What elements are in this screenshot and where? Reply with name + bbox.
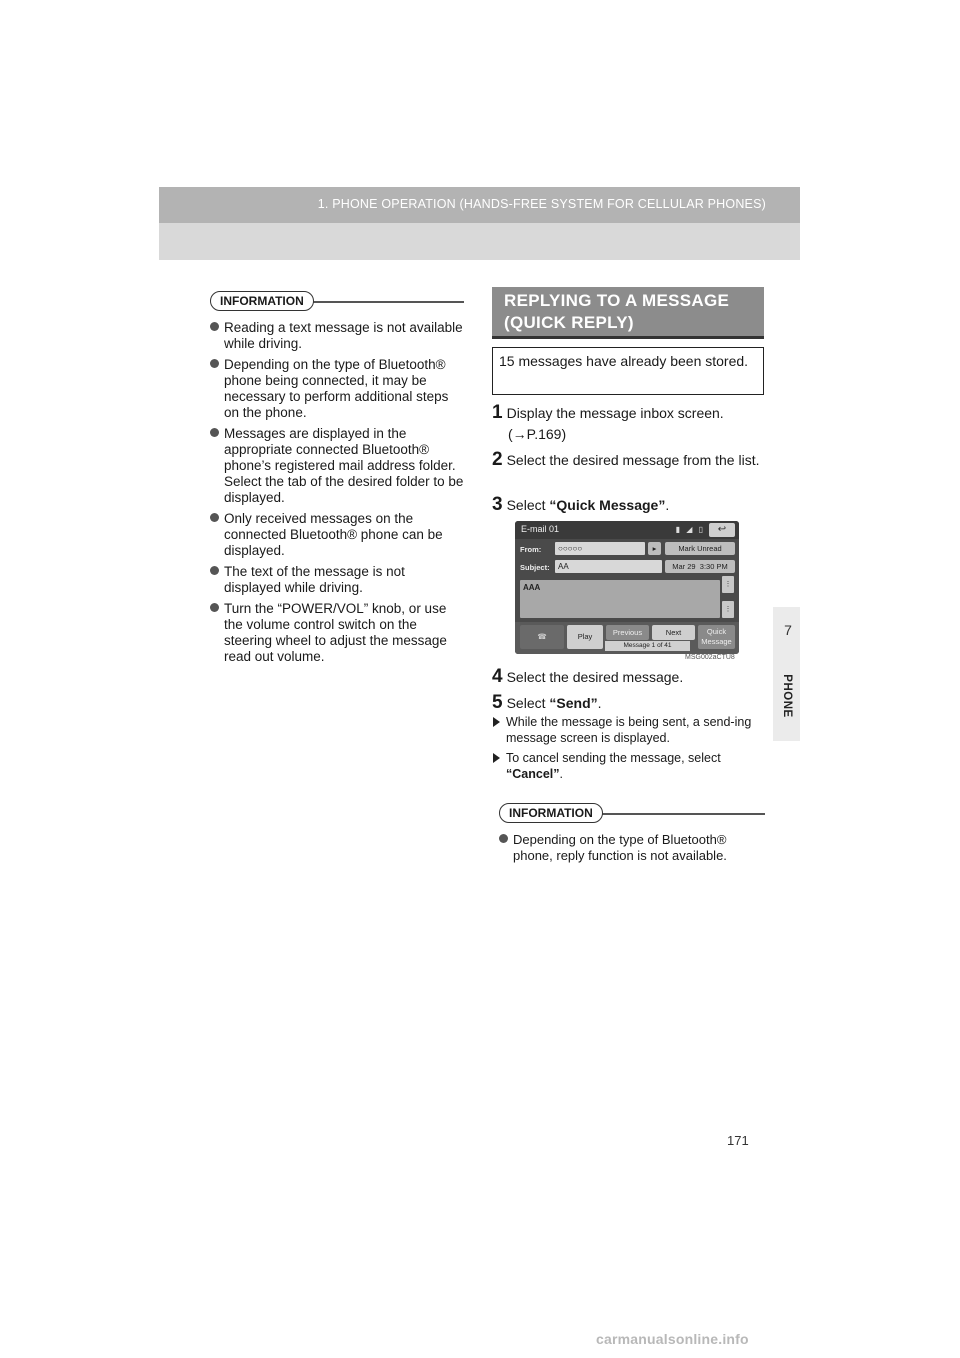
- quick-message-screenshot: [515, 521, 739, 654]
- list-item: Depending on the type of Bluetooth® phone, reply function is not available.: [499, 832, 765, 864]
- list-item: Reading a text message is not available while driving.: [210, 320, 464, 352]
- sub-bullet-list: [492, 714, 764, 786]
- chapter-number: 7: [784, 622, 792, 638]
- quick-message-button[interactable]: Quick Message: [698, 625, 735, 649]
- chapter-label: [773, 666, 800, 726]
- note-box: [492, 347, 764, 395]
- figure-code: MSG002aCTU8: [685, 654, 735, 661]
- step-reference: (→P.169): [508, 426, 567, 442]
- info-label: INFORMATION: [499, 803, 603, 823]
- step-number: 2: [492, 449, 503, 470]
- message-counter: Message 1 of 41: [605, 641, 690, 651]
- chapter-label-text: PHONE: [780, 674, 793, 718]
- triangle-bullet-icon: [493, 717, 500, 727]
- section-title-line2: (QUICK REPLY): [504, 313, 634, 332]
- step-number: 4: [492, 666, 503, 687]
- screen-top-bar: [515, 521, 739, 539]
- step-number: 1: [492, 402, 503, 423]
- info-box-right: [499, 803, 765, 869]
- play-button[interactable]: Play: [567, 625, 603, 649]
- bullet-icon: [210, 428, 219, 437]
- list-item: The text of the message is not displayed while driving.: [210, 564, 464, 596]
- phone-icon[interactable]: ☎: [520, 625, 564, 649]
- next-button[interactable]: Next: [652, 625, 695, 640]
- list-item: While the message is being sent, a send-ing message screen is displayed.: [492, 714, 764, 746]
- list-item: Only received messages on the connected Bluetooth® phone can be displayed.: [210, 511, 464, 559]
- header-band: [159, 187, 800, 260]
- from-field: ○○○○○: [555, 542, 645, 555]
- bullet-icon: [210, 322, 219, 331]
- step-2: 2 Select the desired message from the list.: [492, 449, 760, 470]
- status-icons: ▮ ◢ ▯: [675, 525, 705, 534]
- watermark: carmanualsonline.info: [596, 1331, 749, 1347]
- bullet-icon: [210, 603, 219, 612]
- date-time-display: Mar 29 3:30 PM: [665, 560, 735, 573]
- page-number: 171: [727, 1133, 749, 1148]
- bullet-icon: [210, 359, 219, 368]
- play-small-icon[interactable]: ▸: [648, 542, 661, 555]
- header-title: 1. PHONE OPERATION (HANDS-FREE SYSTEM FOR CELLULAR PHONES): [317, 197, 766, 211]
- message-body-text: AAA: [523, 583, 541, 592]
- note-text: 15 messages have already been stored.: [499, 353, 749, 369]
- info-list: [499, 832, 765, 864]
- step-number: 5: [492, 692, 503, 713]
- section-title-line1: REPLYING TO A MESSAGE: [504, 291, 730, 310]
- from-label: From:: [520, 545, 542, 554]
- list-item: To cancel sending the message, select “Cancel”.: [492, 750, 764, 782]
- section-title: [492, 287, 764, 339]
- subject-label: Subject:: [520, 563, 550, 572]
- message-body: [520, 580, 720, 618]
- step-5: 5 Select “Send”.: [492, 692, 602, 713]
- triangle-bullet-icon: [493, 753, 500, 763]
- list-item: Messages are displayed in the appropriate connected Bluetooth® phone’s registered mail address folder. Select the tab of the desired folder to be displayed.: [210, 426, 464, 506]
- screen-title: E-mail 01: [521, 524, 560, 534]
- bullet-icon: [210, 566, 219, 575]
- step-4: 4 Select the desired message.: [492, 666, 684, 687]
- scroll-up-button[interactable]: ⋮: [722, 576, 734, 593]
- info-label: INFORMATION: [210, 291, 314, 311]
- previous-button[interactable]: Previous: [606, 625, 649, 640]
- list-item: Turn the “POWER/VOL” knob, or use the volume control switch on the steering wheel to adjust the message read out volume.: [210, 601, 464, 665]
- subject-field: AA: [555, 560, 662, 573]
- step-number: 3: [492, 494, 503, 515]
- bullet-icon: [499, 834, 508, 843]
- info-box-left: [210, 291, 464, 670]
- scroll-down-button[interactable]: ⋮: [722, 601, 734, 618]
- back-arrow-icon[interactable]: ↩: [709, 523, 735, 537]
- info-list: [210, 320, 464, 665]
- step-3: 3 Select “Quick Message”.: [492, 494, 670, 515]
- header-top-strip: [159, 187, 800, 223]
- bullet-icon: [210, 513, 219, 522]
- mark-unread-button[interactable]: Mark Unread: [665, 542, 735, 555]
- step-1: 1 Display the message inbox screen. (→P.169): [492, 402, 767, 445]
- list-item: Depending on the type of Bluetooth® phone being connected, it may be necessary to perform additional steps on the phone.: [210, 357, 464, 421]
